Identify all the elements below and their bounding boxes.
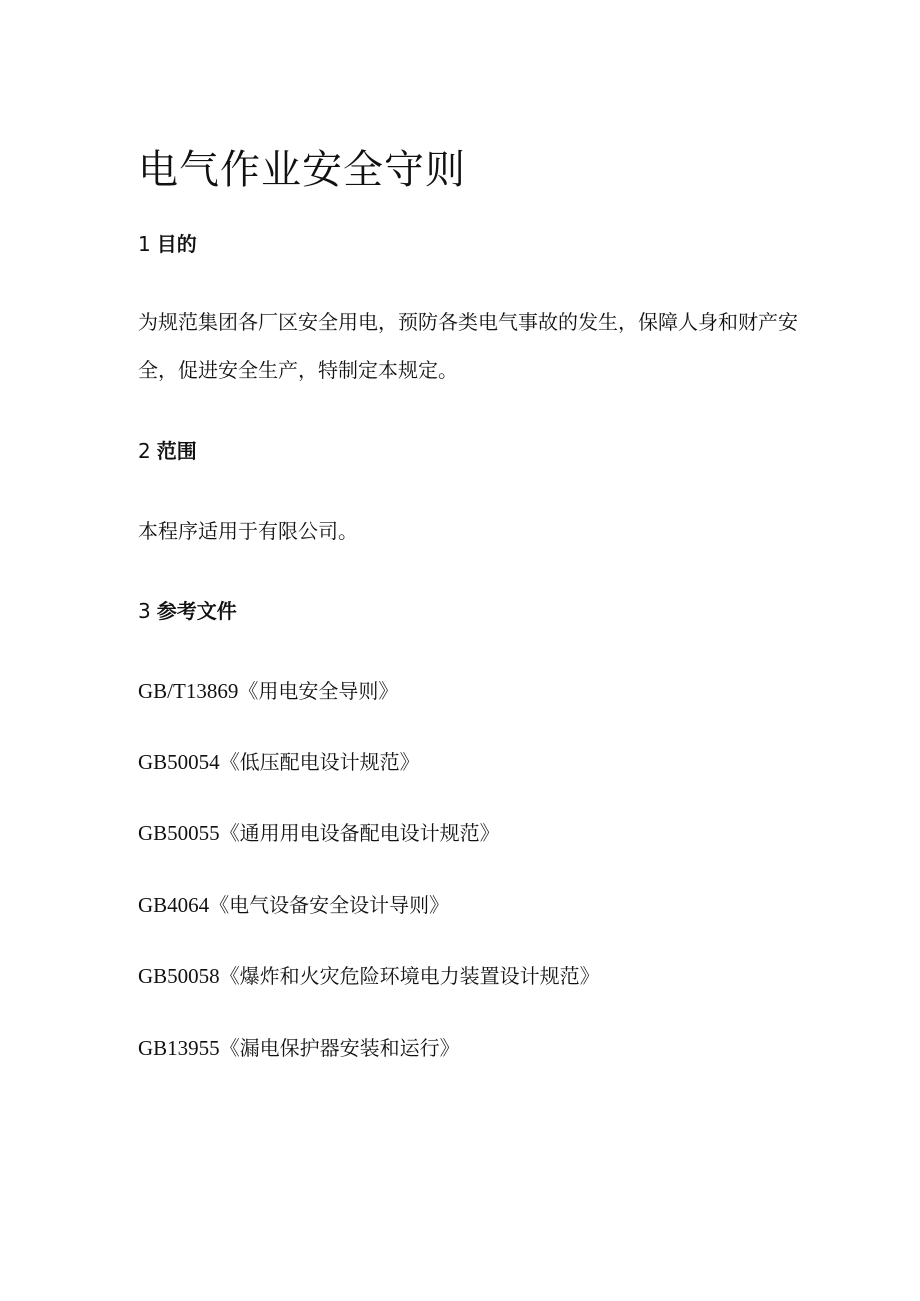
section-number: 1 — [138, 232, 151, 256]
reference-name: 《用电安全导则》 — [238, 679, 399, 703]
reference-code: GB50055 — [138, 821, 220, 845]
reference-code: GB50058 — [138, 964, 220, 988]
reference-name: 《通用用电设备配电设计规范》 — [219, 821, 500, 845]
reference-name: 《低压配电设计规范》 — [219, 750, 420, 774]
reference-name: 《电气设备安全设计导则》 — [209, 893, 450, 917]
section-heading-references — [138, 597, 237, 625]
reference-name: 《爆炸和火灾危险环境电力装置设计规范》 — [219, 964, 600, 988]
reference-item — [138, 962, 600, 990]
section-body-purpose: 为规范集团各厂区安全用电，预防各类电气事故的发生，保障人身和财产安全，促进安全生产，特制定本规定。 — [138, 310, 798, 382]
reference-item — [138, 677, 398, 705]
reference-code: GB50054 — [138, 750, 220, 774]
section-heading-scope — [138, 437, 197, 465]
reference-code: GB13955 — [138, 1036, 220, 1060]
section-title: 目的 — [156, 232, 197, 256]
reference-item — [138, 891, 449, 919]
section-title: 范围 — [156, 439, 197, 463]
section-heading-purpose — [138, 230, 197, 258]
reference-code: GB4064 — [138, 893, 210, 917]
reference-item — [138, 748, 420, 776]
reference-item — [138, 819, 500, 847]
reference-name: 《漏电保护器安装和运行》 — [219, 1036, 460, 1060]
section-body-scope: 本程序适用于有限公司。 — [138, 519, 358, 543]
section-number: 3 — [138, 599, 151, 623]
document-title: 电气作业安全守则 — [138, 147, 466, 193]
section-number: 2 — [138, 439, 151, 463]
reference-code: GB/T13869 — [138, 679, 239, 703]
section-title: 参考文件 — [156, 599, 237, 623]
reference-item — [138, 1034, 460, 1062]
